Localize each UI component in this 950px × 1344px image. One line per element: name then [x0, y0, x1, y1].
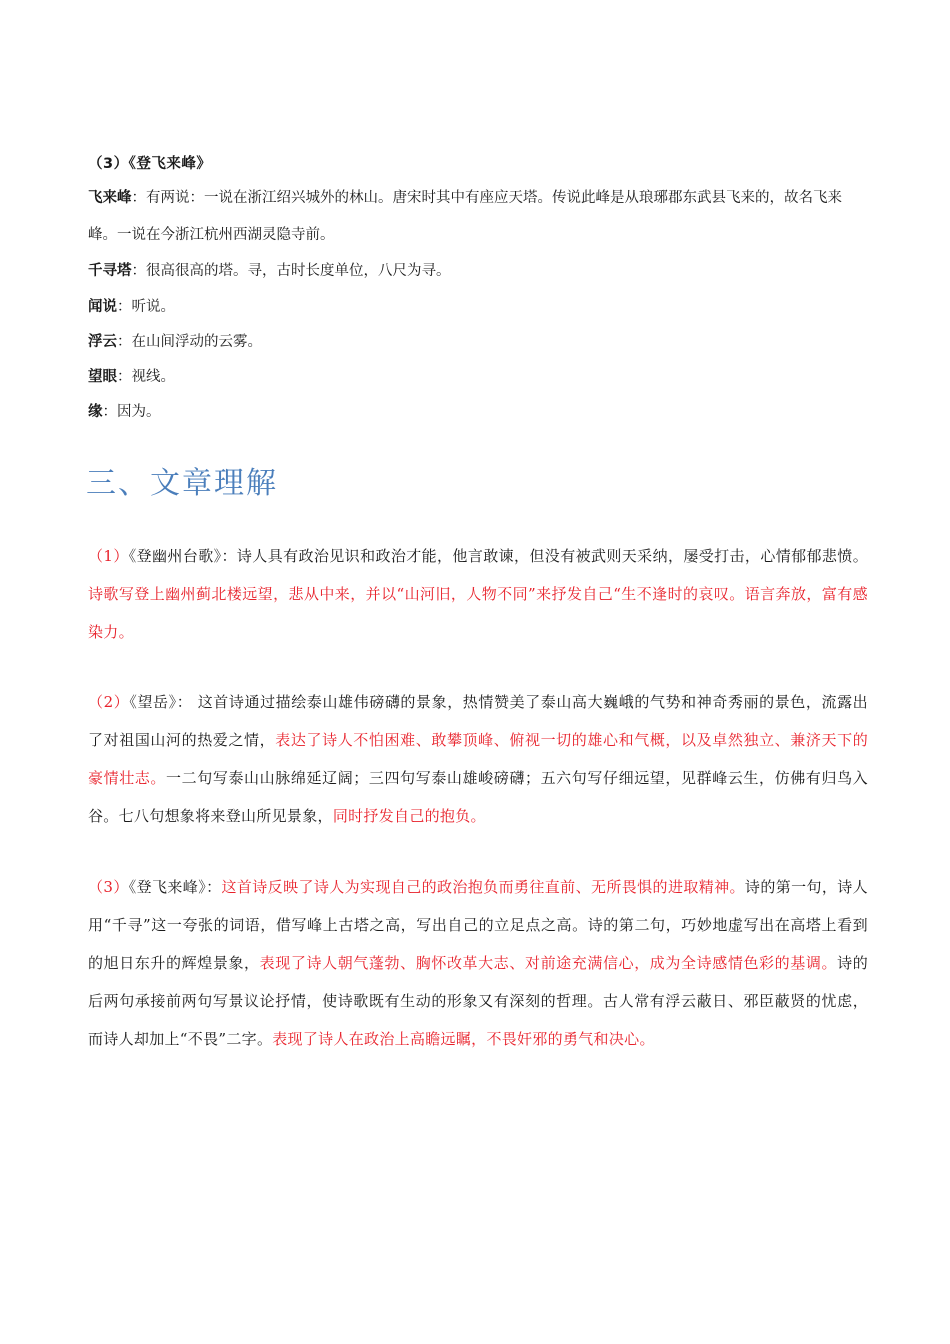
glossary-sep: ： — [117, 334, 132, 350]
glossary-heading: （3）《登飞来峰》 — [88, 156, 212, 172]
glossary-sep: ： — [117, 299, 132, 315]
glossary-def: 有两说：一说在浙江绍兴城外的林山。唐宋时其中有座应天塔。传说此峰是从琅琊郡东武县飞来的，故名飞来峰。一说在今浙江杭州西湖灵隐寺前。 — [88, 190, 842, 243]
paragraph-title: 《登幽州台歌》： — [128, 547, 237, 565]
glossary-entry — [88, 253, 868, 290]
glossary-entry — [88, 394, 868, 431]
glossary-sep: ： — [131, 263, 146, 279]
paragraph-text: 诗人具有政治见识和政治才能，他言敢谏，但没有被武则天采纳，屡受打击，心情郁郁悲愤。 — [236, 547, 868, 565]
paragraph-title: 《望岳》： — [129, 693, 193, 711]
paragraph-text: 一二句写泰山山脉绵延辽阔；三四句写泰山雄峻磅礴；五六句写仔细远望，见群峰云生，仿佛有归鸟入谷。七八句想象将来登山所见景象， — [88, 769, 868, 825]
glossary-def: 听说。 — [131, 299, 175, 315]
glossary-term: 闻说 — [88, 299, 117, 315]
glossary-def: 在山间浮动的云雾。 — [131, 334, 262, 350]
glossary-entry — [88, 180, 868, 254]
glossary-def: 因为。 — [117, 404, 161, 420]
section-title: 三、文章理解 — [86, 466, 278, 501]
glossary-def: 很高很高的塔。寻，古时长度单位，八尺为寻。 — [146, 263, 451, 279]
glossary-sep: ： — [131, 190, 146, 206]
paragraph-1 — [88, 537, 868, 651]
paragraph-highlight: 同时抒发自己的抱负。 — [332, 807, 486, 825]
glossary-sep: ： — [102, 404, 117, 420]
glossary-entry — [88, 324, 868, 361]
paragraph-text: 诗的第一句，诗人用“千寻”这一夸张的词语，借写峰上古塔之高，写出自己的立足点之高。诗的第二句，巧妙地虚写出在高塔上看到的旭日东升的辉煌景象， — [88, 878, 868, 972]
paragraph-number: （1） — [88, 547, 129, 565]
paragraph-highlight: 表达了诗人不怕困难、敢攀顶峰、俯视一切的雄心和气概，以及卓然独立、兼济天下的豪情壮志。 — [88, 731, 868, 787]
paragraph-highlight: 表现了诗人朝气蓬勃、胸怀改革大志、对前途充满信心，成为全诗感情色彩的基调。 — [259, 954, 838, 972]
paragraph-highlight: 这首诗反映了诗人为实现自己的政治抱负而勇往直前、无所畏惧的进取精神。 — [221, 878, 745, 896]
paragraph-number: （2） — [88, 693, 130, 711]
glossary-sep: ： — [117, 369, 132, 385]
glossary-def: 视线。 — [131, 369, 175, 385]
paragraph-title: 《登飞来峰》： — [128, 878, 222, 896]
paragraph-number: （3） — [88, 878, 129, 896]
glossary-term: 望眼 — [88, 369, 117, 385]
paragraph-3 — [88, 868, 868, 1058]
glossary-term: 缘 — [88, 404, 103, 420]
glossary-term: 浮云 — [88, 334, 117, 350]
glossary-term: 千寻塔 — [88, 263, 132, 279]
paragraph-2 — [88, 683, 868, 835]
paragraph-highlight: 诗歌写登上幽州蓟北楼远望，悲从中来，并以“山河旧，人物不同”来抒发自己“生不逢时的哀叹。语言奔放，富有感染力。 — [88, 585, 868, 641]
glossary-term: 飞来峰 — [88, 190, 132, 206]
glossary-entry — [88, 359, 868, 396]
glossary-entry — [88, 289, 868, 326]
paragraph-text: 这首诗通过描绘泰山雄伟磅礴的景象，热情赞美了泰山高大巍峨的气势和神奇秀丽的景色，流露出了对祖国山河的热爱之情， — [88, 693, 868, 749]
paragraph-highlight: 表现了诗人在政治上高瞻远瞩，不畏奸邪的勇气和决心。 — [272, 1030, 655, 1048]
paragraph-text: 诗的后两句承接前两句写景议论抒情，使诗歌既有生动的形象又有深刻的哲理。古人常有浮云蔽日、邪臣蔽贤的忧虑，而诗人却加上“不畏”二字。 — [88, 954, 868, 1048]
